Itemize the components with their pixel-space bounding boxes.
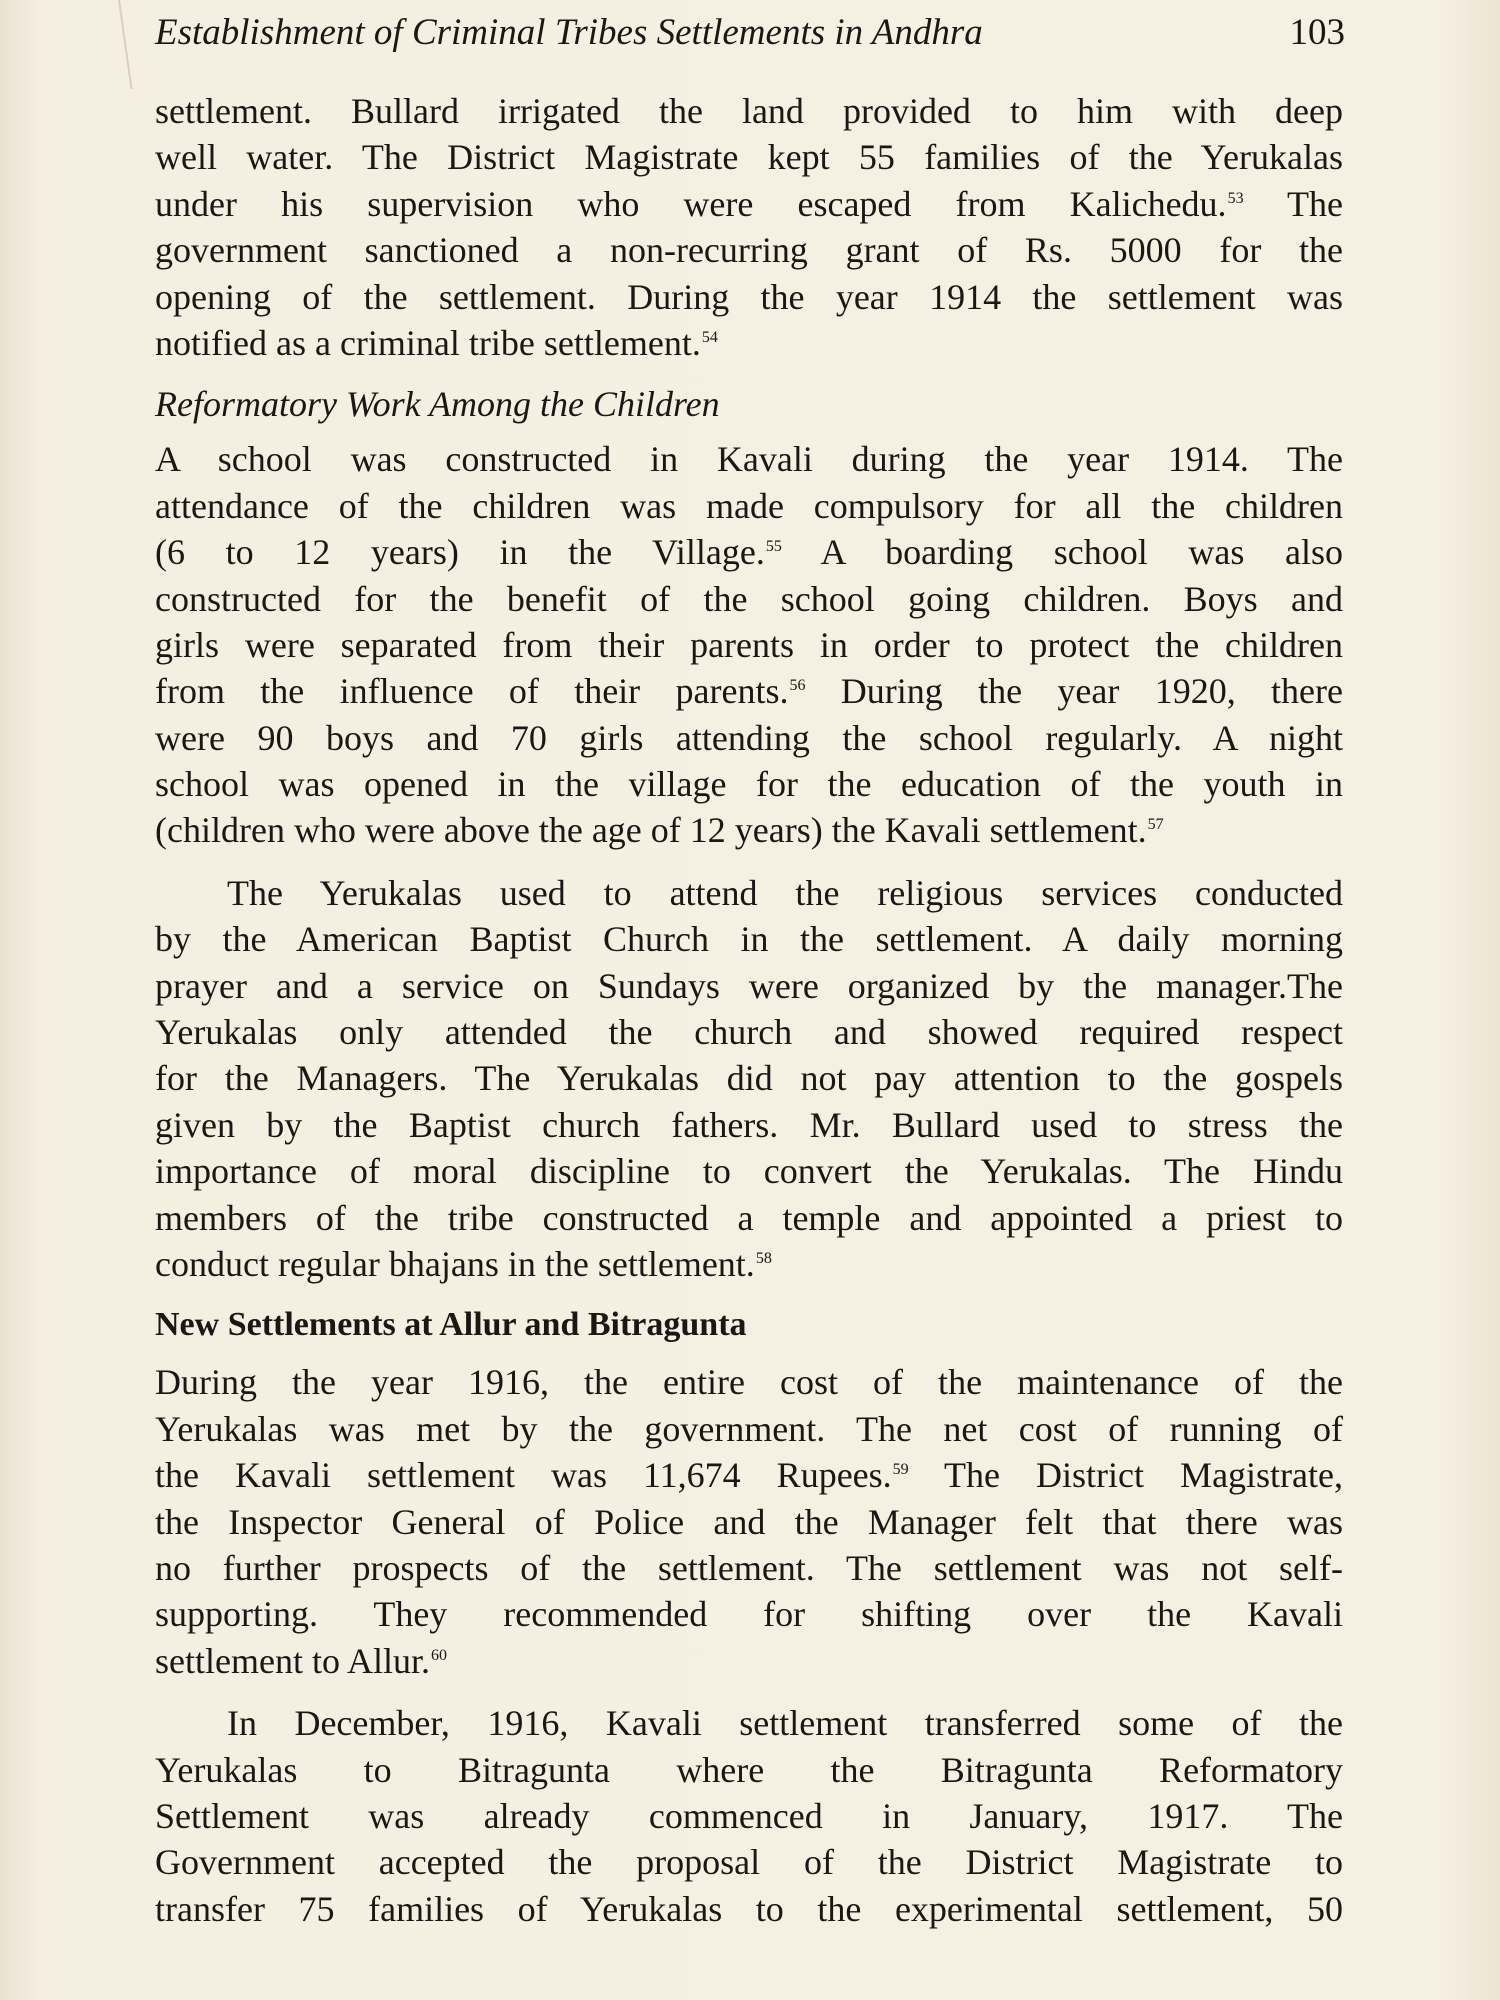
running-title: Establishment of Criminal Tribes Settlements in Andhra xyxy=(155,12,983,53)
text-line: girls were separated from their parents in order to protect the children xyxy=(155,624,1343,665)
text-line: settlement. Bullard irrigated the land provided to him with deep xyxy=(155,91,1343,131)
page-edge-shadow xyxy=(118,0,133,89)
paragraph-gap xyxy=(155,854,1343,870)
paragraph-december xyxy=(155,1700,1343,1932)
text-line: Government accepted the proposal of the District Magistrate to xyxy=(155,1842,1343,1883)
text-line: The Yerukalas used to attend the religious services conducted xyxy=(227,872,1343,913)
text-line: well water. The District Magistrate kept 55 families of the Yerukalas xyxy=(155,137,1343,178)
footnote-ref: 57 xyxy=(1147,816,1164,834)
text-line: under his supervision who were escaped from Kalichedu.$^{53}$ The xyxy=(155,183,1343,224)
text-line: prayer and a service on Sundays were organized by the manager.The xyxy=(155,965,1343,1006)
text-line: In December, 1916, Kavali settlement transferred some of the xyxy=(227,1703,1343,1744)
paragraph-gap xyxy=(155,1684,1343,1700)
text-line: government sanctioned a non-recurring grant of Rs. 5000 for the xyxy=(155,230,1343,271)
text-line: the Kavali settlement was 11,674 Rupees.$^{59}$ The District Magistrate, xyxy=(155,1455,1343,1496)
text-line: attendance of the children was made compulsory for all the children xyxy=(155,485,1343,526)
heading-new-settlements: New Settlements at Allur and Bitragunta xyxy=(155,1306,747,1344)
text-line: notified as a criminal tribe settlement.$^{54}$ xyxy=(155,322,718,363)
footnote-ref: 54 xyxy=(701,328,718,346)
paragraph-school xyxy=(155,436,1343,854)
paragraph-religion xyxy=(155,870,1343,1288)
text-line: (6 to 12 years) in the Village.$^{55}$ A boarding school was also xyxy=(155,532,1343,573)
subheading-reformatory-work: Reformatory Work Among the Children xyxy=(155,384,720,425)
text-line: from the influence of their parents.$^{56}$ During the year 1920, there xyxy=(155,671,1343,712)
text-line: conduct regular bhajans in the settlement.$^{58}$ xyxy=(155,1243,772,1284)
text-line: were 90 boys and 70 girls attending the school regularly. A night xyxy=(155,717,1343,758)
text-line: for the Managers. The Yerukalas did not pay attention to the gospels xyxy=(155,1058,1343,1099)
text-line: settlement to Allur.$^{60}$ xyxy=(155,1640,447,1681)
text-line: Yerukalas only attended the church and showed required respect xyxy=(155,1012,1343,1053)
text-line: opening of the settlement. During the year 1914 the settlement was xyxy=(155,276,1343,317)
text-line: by the American Baptist Church in the settlement. A daily morning xyxy=(155,919,1343,960)
text-line: supporting. They recommended for shifting over the Kavali xyxy=(155,1594,1343,1635)
text-line: given by the Baptist church fathers. Mr. Bullard used to stress the xyxy=(155,1104,1343,1145)
paragraph-settlement xyxy=(155,88,1343,366)
text-line: Settlement was already commenced in January, 1917. The xyxy=(155,1795,1343,1836)
footnote-ref: 60 xyxy=(430,1646,447,1664)
footnote-ref: 53 xyxy=(1227,189,1244,207)
footnote-ref: 56 xyxy=(789,677,806,695)
text-line: A school was constructed in Kavali during the year 1914. The xyxy=(155,439,1343,480)
text-line: During the year 1916, the entire cost of the maintenance of the xyxy=(155,1362,1343,1403)
text-line: members of the tribe constructed a temple and appointed a priest to xyxy=(155,1197,1343,1238)
text-line: importance of moral discipline to convert the Yerukalas. The Hindu xyxy=(155,1151,1343,1192)
text-line: constructed for the benefit of the school going children. Boys and xyxy=(155,578,1343,619)
page-header xyxy=(155,8,1345,58)
footnote-ref: 59 xyxy=(892,1461,909,1479)
text-line: no further prospects of the settlement. The settlement was not self- xyxy=(155,1547,1343,1588)
text-line: transfer 75 families of Yerukalas to the experimental settlement, 50 xyxy=(155,1888,1343,1929)
body-text xyxy=(155,88,1343,1932)
text-line: Yerukalas was met by the government. The net cost of running of xyxy=(155,1408,1343,1449)
footnote-ref: 55 xyxy=(765,538,782,556)
text-line: the Inspector General of Police and the Manager felt that there was xyxy=(155,1501,1343,1542)
text-line: Yerukalas to Bitragunta where the Bitragunta Reformatory xyxy=(155,1749,1343,1790)
paragraph-cost xyxy=(155,1359,1343,1684)
page-number: 103 xyxy=(1289,12,1345,53)
text-line: (children who were above the age of 12 years) the Kavali settlement.$^{57}$ xyxy=(155,810,1164,851)
text-line: school was opened in the village for the education of the youth in xyxy=(155,764,1343,805)
footnote-ref: 58 xyxy=(755,1249,772,1267)
